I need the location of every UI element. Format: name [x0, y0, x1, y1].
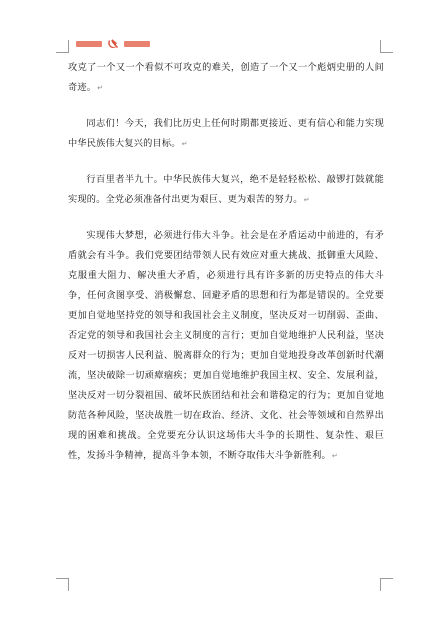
crop-mark-bottom-left [56, 578, 69, 591]
paragraph-mark: ↵ [303, 196, 310, 204]
crop-mark-top-right [380, 40, 393, 53]
header-bar-right [124, 41, 150, 47]
crop-mark-bottom-right [380, 578, 393, 591]
paragraph [68, 58, 384, 98]
paragraph [68, 226, 384, 466]
paragraph-mark: ↵ [331, 452, 338, 460]
paragraph-mark: ↵ [181, 140, 188, 148]
document-body [68, 58, 384, 482]
party-emblem-icon [105, 38, 121, 50]
header-bar-left [76, 41, 102, 47]
paragraph [68, 114, 384, 154]
paragraph-mark: ↵ [97, 84, 104, 92]
paragraph-text: 攻克了一个又一个看似不可攻克的难关，创造了一个又一个彪炳史册的人间奇迹。 [68, 62, 384, 93]
header-decoration [76, 38, 150, 50]
paragraph [68, 170, 384, 210]
crop-mark-top-left [56, 40, 69, 53]
paragraph-text: 实现伟大梦想，必须进行伟大斗争。社会是在矛盾运动中前进的，有矛盾就会有斗争。我们党要团结带领人民有效应对重大挑战、抵御重大风险、克服重大阻力、解决重大矛盾，必须进行具有许多新的历史特点的伟大斗争，任何贪图享受、消极懈怠、回避矛盾的思想和行为都是错误的。全党要更加自觉地坚持党的领导和我国社会主义制度，坚决反对一切削弱、歪曲、否定党的领导和我国社会主义制度的言行；更加自觉地维护人民利益，坚决反对一切损害人民利益、脱离群众的行为；更加自觉地投身改革创新时代潮流，坚决破除一切顽瘴痼疾；更加自觉地维护我国主权、安全、发展利益，坚决反对一切分裂祖国、破坏民族团结和社会和谐稳定的行为；更加自觉地防范各种风险，坚决战胜一切在政治、经济、文化、社会等领域和自然界出现的困难和挑战。全党要充分认识这场伟大斗争的长期性、复杂性、艰巨性，发扬斗争精神，提高斗争本领，不断夺取伟大斗争新胜利。 [68, 230, 384, 461]
paragraph-text: 行百里者半九十。中华民族伟大复兴，绝不是轻轻松松、敲锣打鼓就能实现的。全党必须准备付出更为艰巨、更为艰苦的努力。 [68, 174, 384, 205]
paragraph-text: 同志们！今天，我们比历史上任何时期都更接近、更有信心和能力实现中华民族伟大复兴的目标。 [68, 118, 384, 149]
